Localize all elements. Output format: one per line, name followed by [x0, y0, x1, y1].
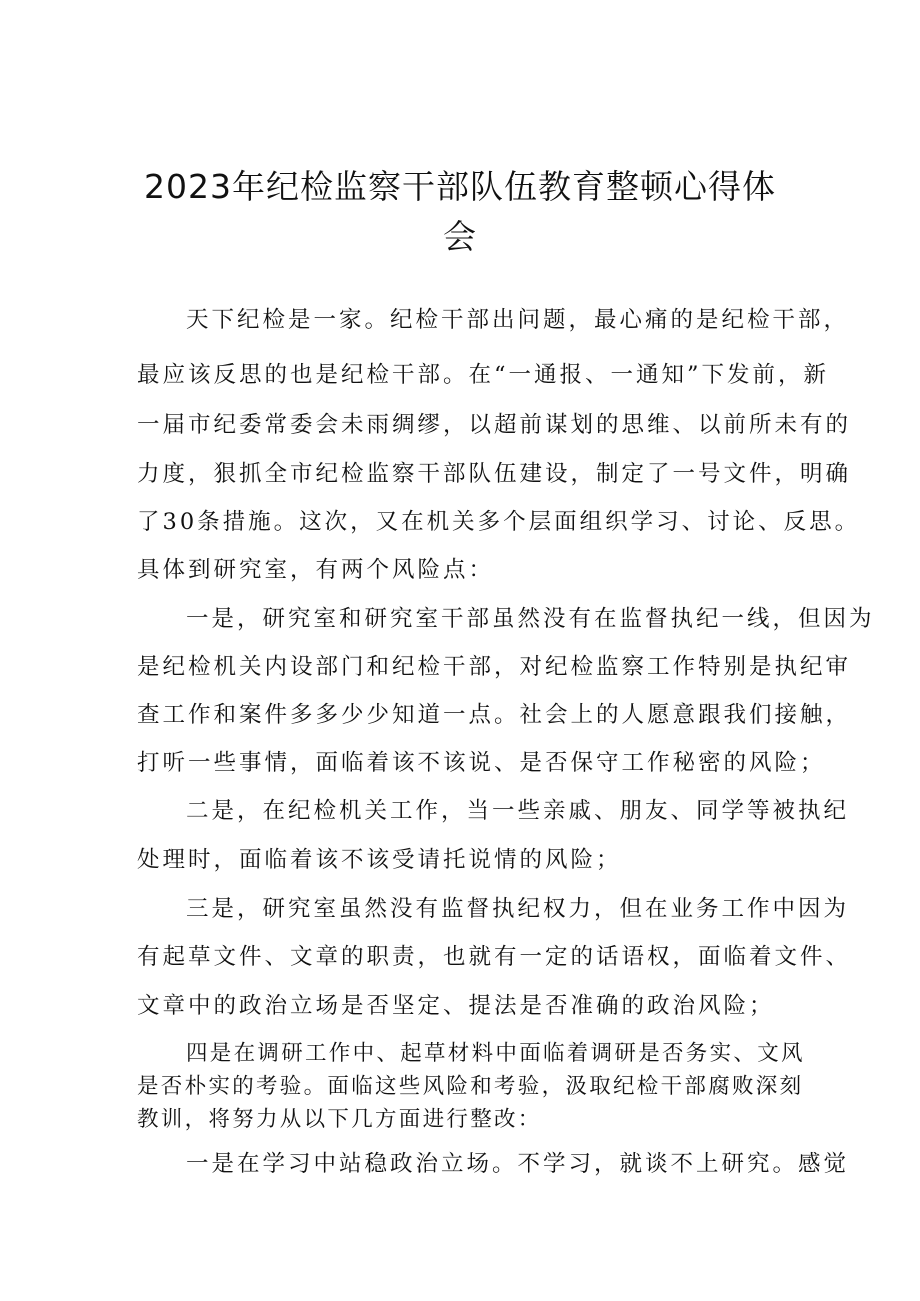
body-line: 力度，狠抓全市纪检监察干部队伍建设，制定了一号文件，明确	[137, 461, 852, 487]
body-line: 教训，将努力从以下几方面进行整改：	[137, 1107, 542, 1132]
title-line-2: 会	[443, 217, 477, 256]
body-line: 有起草文件、文章的职责，也就有一定的话语权，面临着文件、	[137, 944, 852, 970]
body-line: 一是，研究室和研究室干部虽然没有在监督执纪一线，但因为	[186, 606, 875, 632]
body-line: 天下纪检是一家。纪检干部出问题，最心痛的是纪检干部，	[186, 307, 850, 333]
body-line: 最应该反思的也是纪检干部。在“一通报、一通知”下发前，新	[137, 362, 830, 388]
document-title	[120, 162, 800, 262]
body-line: 是纪检机关内设部门和纪检干部，对纪检监察工作特别是执纪审	[137, 654, 852, 680]
title-line-1: 2023年纪检监察干部队伍教育整顿心得体	[144, 167, 776, 206]
body-line: 查工作和案件多多少少知道一点。社会上的人愿意跟我们接触，	[137, 702, 852, 728]
body-line: 一届市纪委常委会未雨绸缪，以超前谋划的思维、以前所未有的	[137, 412, 852, 438]
body-line: 文章中的政治立场是否坚定、提法是否准确的政治风险；	[137, 993, 775, 1019]
body-line: 是否朴实的考验。面临这些风险和考验，汲取纪检干部腐败深刻	[137, 1074, 804, 1099]
body-line: 具体到研究室，有两个风险点：	[137, 557, 495, 583]
body-line: 二是，在纪检机关工作，当一些亲戚、朋友、同学等被执纪	[186, 798, 850, 824]
body-line: 处理时，面临着该不该受请托说情的风险；	[137, 847, 622, 873]
body-line: 四是在调研工作中、起草材料中面临着调研是否务实、文风	[186, 1041, 805, 1066]
body-line: 三是，研究室虽然没有监督执纪权力，但在业务工作中因为	[186, 896, 850, 922]
body-line: 打听一些事情，面临着该不该说、是否保守工作秘密的风险；	[137, 750, 826, 776]
body-line: 了30条措施。这次，又在机关多个层面组织学习、讨论、反思。	[137, 509, 861, 535]
body-line: 一是在学习中站稳政治立场。不学习，就谈不上研究。感觉	[186, 1151, 850, 1177]
